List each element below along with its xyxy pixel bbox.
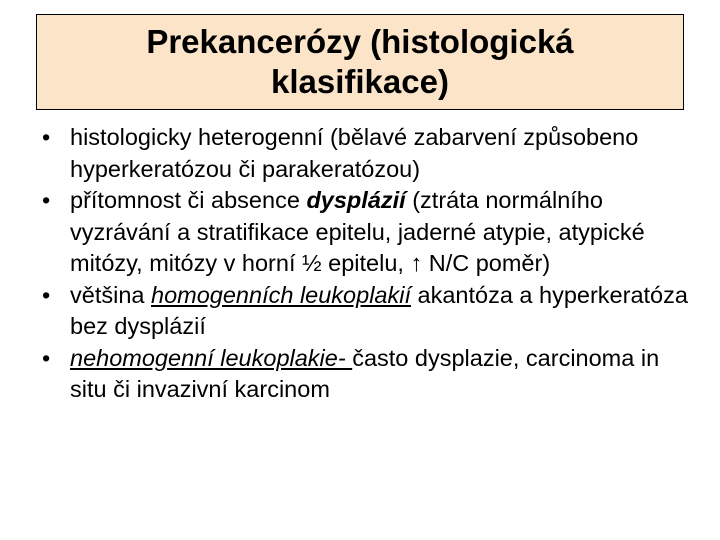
- bullet-item-3: [40, 280, 700, 343]
- bullet-icon: •: [42, 281, 51, 308]
- bullet-text-after: (ztráta normálního vyzrávání a stratifikace epitelu, jaderné atypie, atypické mitózy, mitózy v horní ½ epitelu, ↑ N/C poměr): [70, 187, 645, 276]
- bullet-icon: •: [42, 344, 51, 371]
- bullet-item-1: [40, 122, 700, 185]
- bullet-item-4: [40, 343, 700, 406]
- bullet-text-before: přítomnost či absence: [70, 187, 307, 213]
- bullet-text-after: akantóza a hyperkeratóza bez dysplázií: [70, 281, 688, 339]
- title-line-2: klasifikace): [271, 63, 449, 100]
- bullet-text-after: často dysplazie, carcinoma in situ či invazivní karcinom: [70, 344, 660, 402]
- bullet-list: [40, 122, 700, 406]
- bullet-icon: •: [42, 124, 51, 150]
- bullet-text: histologicky heterogenní (bělavé zabarvení způsobeno hyperkeratózou či parakeratózou): [70, 124, 639, 182]
- bullet-text-before: většina: [70, 281, 151, 308]
- slide-title: [126, 22, 593, 102]
- bullet-item-2: [40, 185, 700, 280]
- bullet-bold-term: dysplázií: [306, 187, 406, 213]
- bullet-underlined-term: nehomogenní leukoplakie-: [70, 344, 353, 371]
- bullet-icon: •: [42, 187, 51, 213]
- title-box: [36, 14, 684, 110]
- title-line-1: Prekancerózy (histologická: [146, 23, 574, 60]
- bullet-underlined-term: homogenních leukoplakií: [151, 281, 411, 308]
